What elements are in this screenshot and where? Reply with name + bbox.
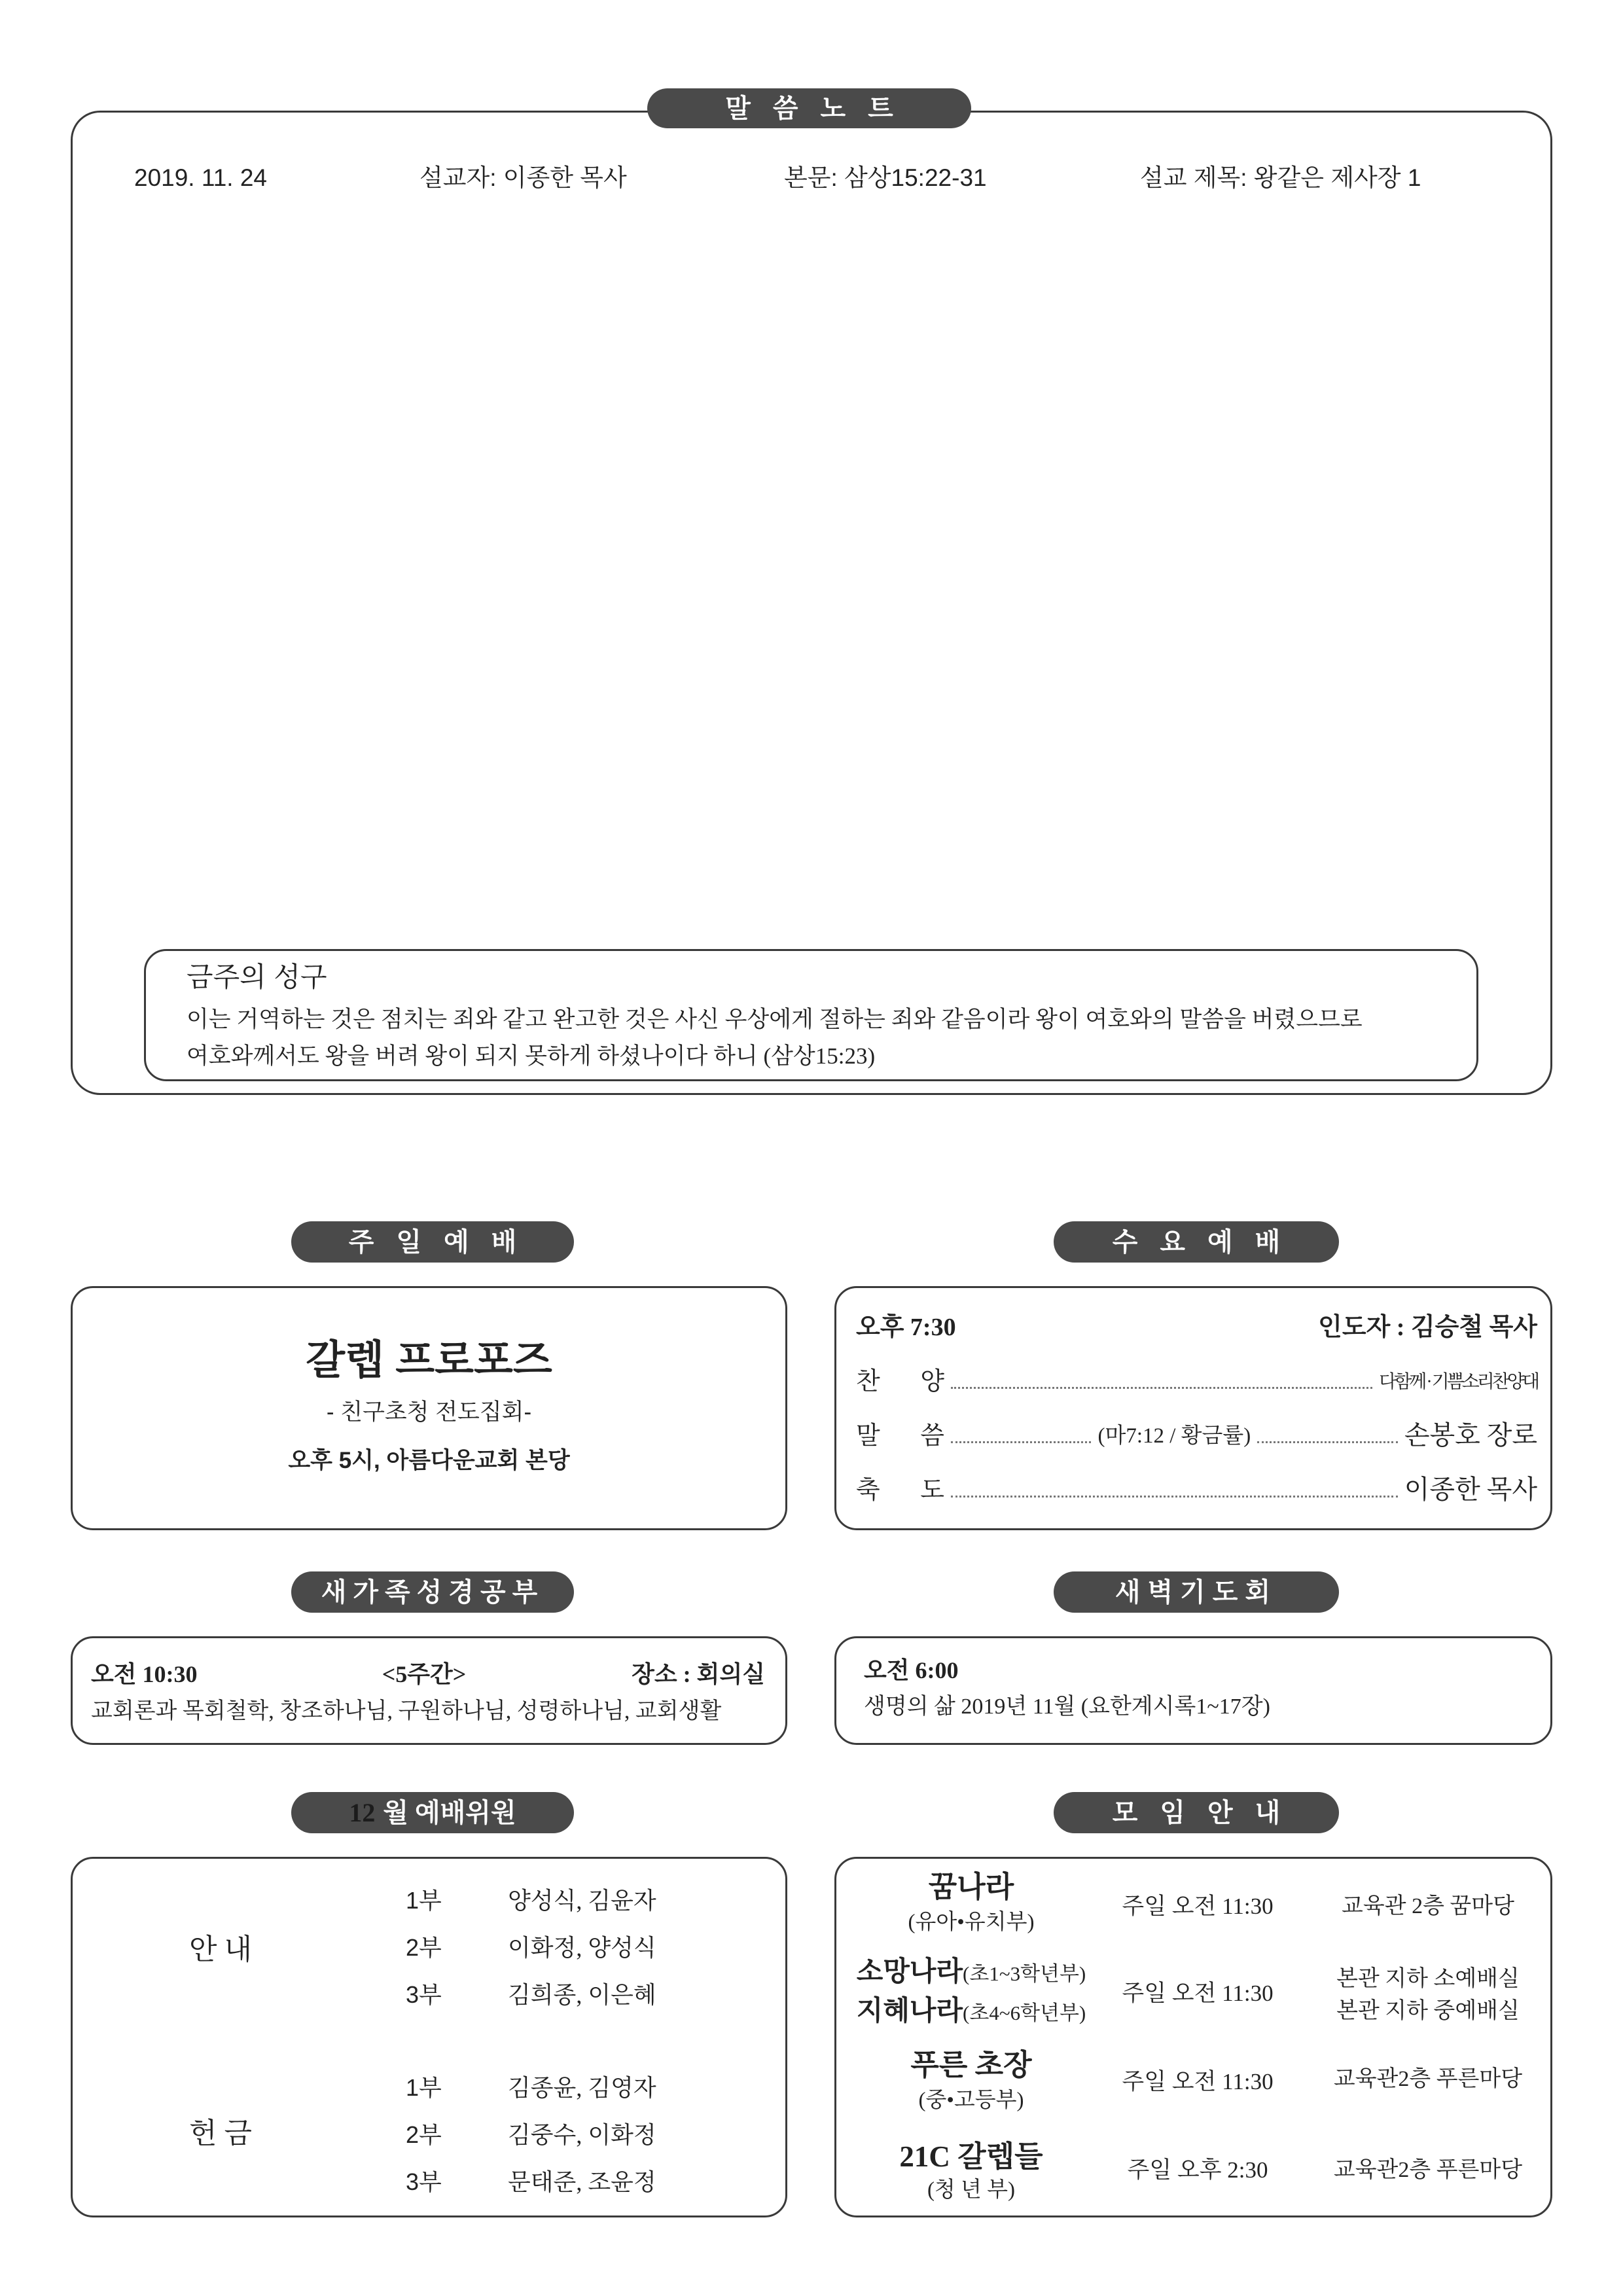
staff-label-month: 12 (349, 1797, 376, 1827)
sermon-note-label (647, 88, 971, 128)
sermon-note-label-text: 말 씀 노 트 (725, 93, 893, 123)
staff-group-offering: 헌 금 (188, 2117, 252, 2149)
staff-part: 2부 (406, 2121, 442, 2148)
dot-leader (951, 1441, 1092, 1443)
service-time: 오후 7:30 (856, 1314, 956, 1341)
sermon-scripture: 본문: 삼상15:22-31 (784, 164, 987, 191)
meeting-name: 푸른 초장 (910, 2049, 1032, 2081)
meetings-panel (834, 1857, 1552, 2217)
wednesday-service-panel (834, 1286, 1552, 1530)
meetings-label (1054, 1792, 1339, 1833)
meeting-time: 주일 오후 2:30 (1127, 2157, 1268, 2183)
new-family-study-label-text: 새가족성경공부 (321, 1577, 544, 1607)
staff-label-text: 월 예배위원 (383, 1797, 516, 1827)
staff-part: 3부 (406, 1981, 442, 2008)
staff-part: 1부 (406, 1887, 442, 1914)
meeting-name: 21C 갈렙들 (899, 2140, 1043, 2173)
meeting-name-line (837, 1958, 1105, 1986)
meeting-place: 본관 지하 소예배실 (1336, 1967, 1520, 1991)
study-time: 오전 10:30 (91, 1661, 198, 1687)
order-label: 찬 양 (856, 1368, 944, 1395)
weekly-verse-box (144, 949, 1478, 1081)
meeting-name-line (837, 1998, 1105, 2025)
meeting-time: 주일 오전 11:30 (1122, 1981, 1274, 2006)
dawn-prayer-label (1054, 1571, 1339, 1613)
weekly-verse-line: 이는 거역하는 것은 점치는 죄와 같고 완고한 것은 사신 우상에게 절하는 죄와 같음이라 왕이 여호와의 말씀을 버렸으므로 (187, 1007, 1363, 1032)
event-subtitle: - 친구초청 전도집회- (326, 1399, 532, 1425)
dawn-prayer-label-text: 새벽기도회 (1115, 1577, 1278, 1607)
sunday-service-label-text: 주 일 예 배 (348, 1227, 517, 1257)
dawn-prayer-panel (834, 1636, 1552, 1745)
meeting-name: 꿈나라 (928, 1871, 1014, 1903)
service-staff-panel (71, 1857, 787, 2217)
meeting-place: 본관 지하 중예배실 (1336, 1999, 1520, 2023)
new-family-study-label (291, 1571, 574, 1613)
sermon-date: 2019. 11. 24 (134, 164, 267, 191)
meeting-place: 교육관2층 푸른마당 (1333, 2158, 1523, 2182)
meeting-place: 교육관 2층 꿈마당 (1342, 1894, 1514, 1918)
sunday-service-panel (71, 1286, 787, 1530)
meeting-dept: (청 년 부) (927, 2178, 1016, 2202)
order-value: 이종한 목사 (1404, 1475, 1537, 1504)
meetings-label-text: 모 임 안 내 (1112, 1797, 1281, 1827)
sermon-preacher: 설교자: 이종한 목사 (419, 164, 627, 191)
wednesday-service-label-text: 수 요 예 배 (1112, 1227, 1281, 1257)
study-place: 장소 : 회의실 (632, 1661, 765, 1687)
new-family-study-panel (71, 1636, 787, 1745)
staff-names: 김희종, 이은혜 (508, 1982, 656, 2008)
order-row-benediction (856, 1473, 1537, 1505)
staff-part: 1부 (406, 2074, 442, 2101)
dot-leader (1257, 1441, 1398, 1443)
meeting-name: 소망나라 (856, 1957, 963, 1987)
wednesday-service-label (1054, 1221, 1339, 1263)
sunday-service-label (291, 1221, 574, 1263)
meeting-dept: (초1~3학년부) (963, 1962, 1086, 1985)
meeting-dept: (유아•유치부) (908, 1910, 1035, 1934)
meeting-dept: (초4~6학년부) (963, 2001, 1086, 2024)
staff-names: 김중수, 이화정 (508, 2122, 656, 2148)
service-staff-label (291, 1792, 574, 1833)
staff-part: 2부 (406, 1934, 442, 1961)
staff-names: 김종윤, 김영자 (508, 2075, 656, 2101)
prayer-time: 오전 6:00 (864, 1657, 959, 1683)
order-passage: (마7:12 / 황금률) (1097, 1424, 1251, 1448)
staff-names: 문태준, 조윤정 (508, 2169, 656, 2195)
staff-part: 3부 (406, 2168, 442, 2195)
order-value: 다함께 · 기쁨소리찬양대 (1379, 1372, 1537, 1392)
study-duration: <5주간> (382, 1661, 467, 1687)
sermon-note-panel (71, 111, 1552, 1095)
order-row-sermon (856, 1418, 1537, 1451)
order-label: 말 씀 (856, 1422, 944, 1450)
weekly-verse-heading: 금주의 성구 (187, 961, 327, 992)
event-time-place: 오후 5시, 아름다운교회 본당 (288, 1448, 570, 1473)
study-topics: 교회론과 목회철학, 창조하나님, 구원하나님, 성령하나님, 교회생활 (91, 1699, 722, 1723)
event-title: 갈렙 프로포즈 (306, 1338, 552, 1383)
weekly-verse-line: 여호와께서도 왕을 버려 왕이 되지 못하게 하셨나이다 하니 (삼상15:23) (187, 1043, 876, 1069)
meeting-time: 주일 오전 11:30 (1122, 1893, 1274, 1919)
service-leader: 인도자 : 김승철 목사 (1318, 1314, 1537, 1341)
dot-leader (951, 1496, 1398, 1498)
staff-names: 이화정, 양성식 (508, 1935, 656, 1961)
meeting-name: 지혜나라 (856, 1996, 963, 2026)
staff-names: 양성식, 김윤자 (508, 1888, 656, 1914)
prayer-material: 생명의 삶 2019년 11월 (요한계시록1~17장) (864, 1695, 1270, 1719)
staff-group-ushers: 안 내 (188, 1933, 252, 1965)
dot-leader (951, 1387, 1372, 1389)
meeting-dept: (중•고등부) (918, 2089, 1024, 2112)
order-value: 손봉호 장로 (1404, 1420, 1538, 1450)
meeting-place: 교육관2층 푸른마당 (1333, 2067, 1523, 2091)
sermon-title: 설교 제목: 왕같은 제사장 1 (1140, 164, 1421, 191)
order-label: 축 도 (856, 1477, 944, 1504)
order-row-praise (856, 1364, 1537, 1397)
meeting-time: 주일 오전 11:30 (1122, 2069, 1274, 2094)
